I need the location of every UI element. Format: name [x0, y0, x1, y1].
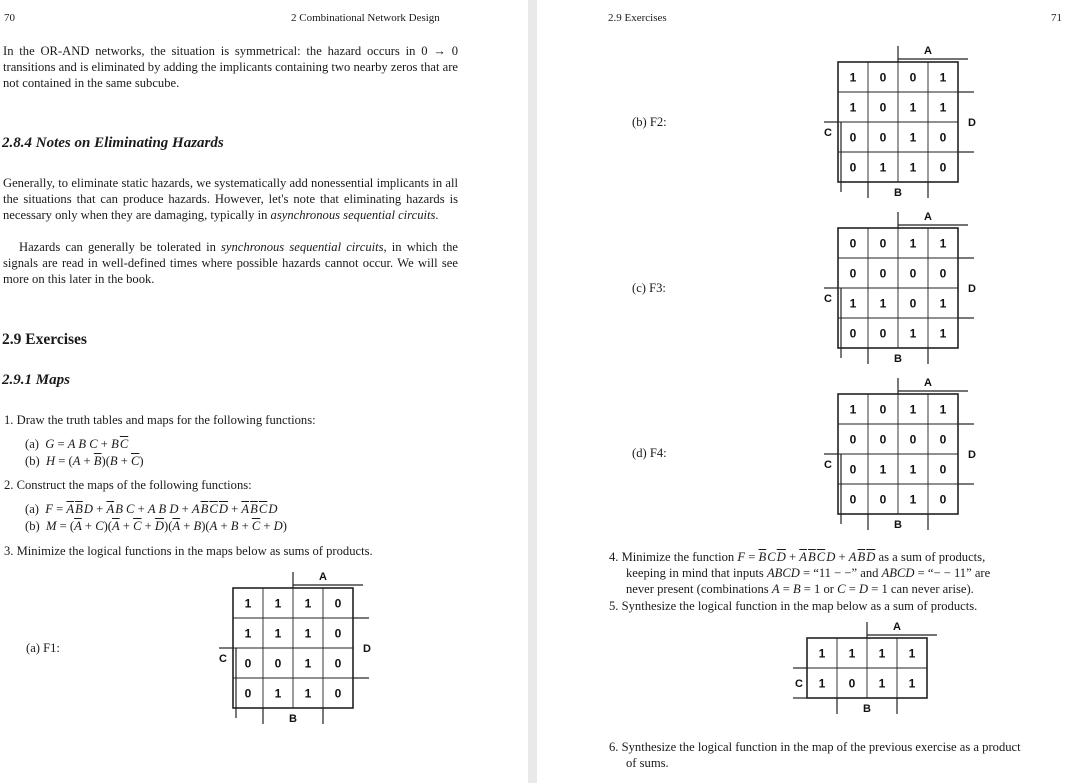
map-cell-value: 0 [909, 432, 917, 447]
map-a-label: (a) F1: [26, 641, 60, 655]
exercise-2b: (b) $M = (\overline{A} + C)(\overline{A} + \overline{C} + \overline{D})(\overline{A} + B)(A + B + \overline{C} + D)$ [25, 519, 287, 533]
running-head-right: 2.9 Exercises [608, 12, 667, 24]
karnaugh-map-f2 [818, 42, 988, 202]
map-cell-value: 1 [908, 676, 916, 691]
map-cell-value: 0 [849, 492, 857, 507]
map-cell-value: 1 [909, 492, 917, 507]
map-cell-value: 1 [848, 646, 856, 661]
map-cell-value: 1 [879, 462, 887, 477]
var-a-label: A [319, 571, 327, 583]
map-cell-value: 1 [909, 326, 917, 341]
notes-paragraph-1: Generally, to eliminate static hazards, we systematically add nonessential implicants in all the situations that can produce hazards. However, let's note that eliminating hazards is necessary only when they are damaging, typically in asynchronous sequential circuits. [3, 176, 458, 223]
f2-grid [824, 45, 976, 199]
f3-grid [824, 211, 976, 365]
exercise-6-line-2: of sums. [626, 756, 669, 770]
map-cell-value: 0 [939, 462, 947, 477]
page-number-left: 70 [4, 12, 15, 24]
var-c-label: C [824, 459, 832, 471]
var-c-label: C [824, 127, 832, 139]
map-cell-value: 1 [849, 70, 857, 85]
var-a-label: A [893, 621, 901, 633]
exercise-4-line-2: keeping in mind that inputs ABCD = “11 − −” and ABCD = “− − 11” are [626, 566, 991, 580]
exercise-4-line-1: 4. Minimize the function $F = \overline{B}$ C $\overline{D} + \overline{A}$ $\overline{B}$ $\overline{C}$ D + A $\overline{B}$ $\overline{D}$ as a sum of products, [609, 550, 986, 564]
map-cell-value: 0 [909, 296, 917, 311]
exercise-6-line-1: 6. Synthesize the logical function in the map of the previous exercise as a product [609, 740, 1021, 754]
map-cell-value: 1 [939, 70, 947, 85]
subsection-heading-maps: 2.9.1 Maps [2, 372, 70, 388]
var-b-label: B [894, 519, 902, 531]
map-cell-value: 1 [818, 646, 826, 661]
map-cell-value: 0 [849, 266, 857, 281]
exercise-2a: (a) $F = \overline{A}$ $\overline{B}$ $D + \overline{A}$ B C + A B D + A $\overline{B}$ $\overline{C}$ $\overline{D} + \overline{A}$ $\overline{B}$ $\overline{C}$ D [25, 502, 278, 516]
var-a-label: A [924, 45, 932, 57]
var-d-label: D [968, 117, 976, 129]
page-number-right: 71 [1051, 12, 1062, 24]
map-c-label: (c) F3: [632, 281, 666, 295]
intro-paragraph: In the OR-AND networks, the situation is symmetrical: the hazard occurs in 0 → 0 transitions and is eliminated by adding the implicants containing two nearby zeros that are not contained in the same subcube. [3, 44, 459, 91]
map-cell-value: 0 [879, 492, 887, 507]
map-cell-value: 0 [334, 656, 342, 671]
f1-grid [219, 571, 371, 725]
map-cell-value: 0 [849, 130, 857, 145]
map-cell-value: 0 [334, 686, 342, 701]
map-cell-value: 0 [849, 236, 857, 251]
map-cell-value: 0 [849, 160, 857, 175]
map-cell-value: 0 [939, 492, 947, 507]
karnaugh-map-f1 [213, 568, 383, 728]
map-cell-value: 1 [878, 646, 886, 661]
map-cell-value: 1 [849, 100, 857, 115]
map-d-label: (d) F4: [632, 446, 667, 460]
section-heading-exercises: 2.9 Exercises [2, 331, 87, 348]
map-cell-value: 1 [878, 676, 886, 691]
map-cell-value: 1 [939, 296, 947, 311]
map-cell-value: 1 [274, 626, 282, 641]
map-cell-value: 1 [849, 296, 857, 311]
map-cell-value: 0 [849, 462, 857, 477]
map-cell-value: 0 [879, 236, 887, 251]
map-cell-value: 1 [244, 596, 252, 611]
map-cell-value: 1 [818, 676, 826, 691]
exercise-1: 1. Draw the truth tables and maps for the following functions: [4, 413, 316, 427]
running-head-left: 2 Combinational Network Design [291, 12, 440, 24]
map-cell-value: 1 [909, 100, 917, 115]
exercise-2: 2. Construct the maps of the following functions: [4, 478, 252, 492]
karnaugh-map-f3 [818, 208, 988, 368]
var-b-label: B [289, 713, 297, 725]
map-cell-value: 0 [334, 596, 342, 611]
map-cell-value: 1 [274, 686, 282, 701]
map-cell-value: 0 [244, 656, 252, 671]
map-cell-value: 1 [909, 462, 917, 477]
var-b-label: B [894, 353, 902, 365]
map-cell-value: 1 [304, 656, 312, 671]
var-d-label: D [968, 283, 976, 295]
map-cell-value: 1 [939, 236, 947, 251]
map-cell-value: 0 [879, 130, 887, 145]
map-cell-value: 0 [879, 70, 887, 85]
map-cell-value: 0 [879, 326, 887, 341]
map-cell-value: 0 [274, 656, 282, 671]
map-cell-value: 1 [304, 686, 312, 701]
map-cell-value: 0 [244, 686, 252, 701]
map-cell-value: 0 [848, 676, 856, 691]
map-cell-value: 0 [939, 160, 947, 175]
map-cell-value: 1 [909, 402, 917, 417]
var-a-label: A [924, 377, 932, 389]
map-cell-value: 1 [939, 326, 947, 341]
map-cell-value: 0 [879, 266, 887, 281]
var-d-label: D [363, 643, 371, 655]
map-cell-value: 1 [879, 296, 887, 311]
exercise-1b: (b) $H = (A + \overline{B})(B + \overline{C})$ [25, 454, 144, 468]
map-cell-value: 1 [304, 596, 312, 611]
exercise-3: 3. Minimize the logical functions in the maps below as sums of products. [4, 544, 373, 558]
map-cell-value: 1 [849, 402, 857, 417]
map-cell-value: 0 [334, 626, 342, 641]
var-b-label: B [863, 703, 871, 715]
f4-grid [824, 377, 976, 531]
var-c-label: C [824, 293, 832, 305]
karnaugh-map-f5 [787, 618, 957, 718]
map-cell-value: 0 [849, 326, 857, 341]
map-cell-value: 0 [849, 432, 857, 447]
var-d-label: D [968, 449, 976, 461]
exercise-4-line-3: never present (combinations A = B = 1 or C = D = 1 can never arise). [626, 582, 974, 596]
map-cell-value: 0 [909, 70, 917, 85]
map-cell-value: 0 [939, 130, 947, 145]
map-cell-value: 1 [909, 130, 917, 145]
map-cell-value: 1 [304, 626, 312, 641]
map-cell-value: 1 [908, 646, 916, 661]
map-cell-value: 0 [939, 432, 947, 447]
map-cell-value: 1 [939, 100, 947, 115]
map-cell-value: 0 [879, 432, 887, 447]
karnaugh-map-f4 [818, 374, 988, 534]
notes-paragraph-2: Hazards can generally be tolerated in synchronous sequential circuits, in which the signals are read in well-defined times where possible hazards cannot occur. We will see more on this later in the book. [3, 240, 458, 287]
var-c-label: C [219, 653, 227, 665]
exercise-5: 5. Synthesize the logical function in the map below as a sum of products. [609, 599, 978, 613]
map-cell-value: 1 [909, 236, 917, 251]
left-page [0, 0, 528, 783]
map-cell-value: 1 [909, 160, 917, 175]
map-cell-value: 1 [939, 402, 947, 417]
map-cell-value: 1 [244, 626, 252, 641]
map-cell-value: 0 [879, 402, 887, 417]
var-c-label: C [795, 678, 803, 690]
section-heading-notes: 2.8.4 Notes on Eliminating Hazards [2, 135, 224, 151]
map-cell-value: 0 [909, 266, 917, 281]
f5-grid [793, 621, 937, 715]
var-b-label: B [894, 187, 902, 199]
right-page [537, 0, 1073, 783]
var-a-label: A [924, 211, 932, 223]
map-b-label: (b) F2: [632, 115, 667, 129]
map-cell-value: 0 [939, 266, 947, 281]
map-cell-value: 1 [274, 596, 282, 611]
map-cell-value: 1 [879, 160, 887, 175]
map-cell-value: 0 [879, 100, 887, 115]
exercise-1a: (a) G = A B C + B $\overline{C}$ [25, 437, 129, 451]
